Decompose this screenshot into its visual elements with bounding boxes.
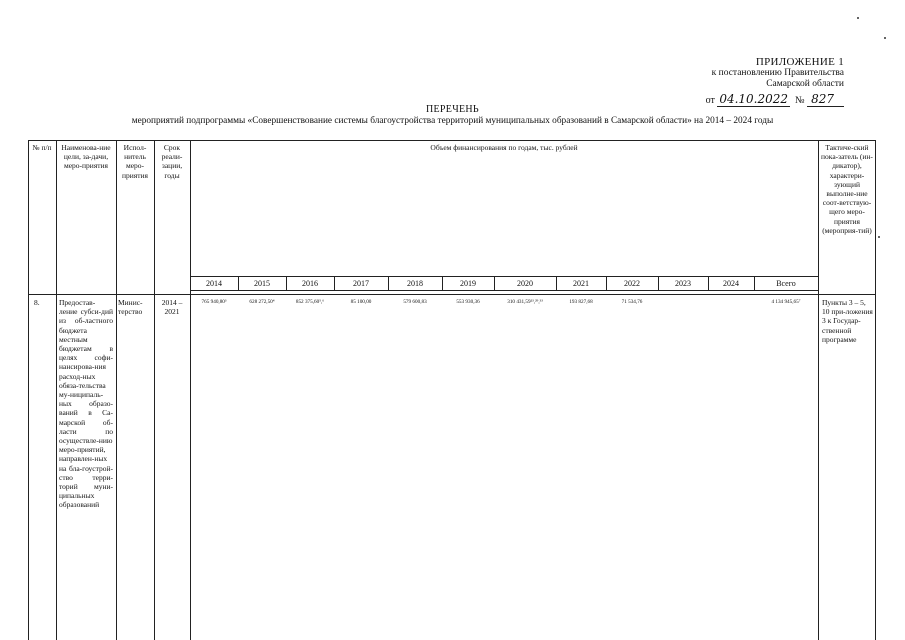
scan-speck [857,17,859,19]
header-executor: Испол-нитель меро-приятия [122,143,148,180]
value-cell: 553 930,36 [456,299,480,305]
year-header: 2017 [353,279,369,288]
decree-number: 827 [807,92,844,107]
value-cell: 310 431,59²³,²⁹,³³ [507,299,543,305]
col-divider [116,140,117,640]
header-bottom-border [28,294,876,295]
appendix-line2: Самарской области [766,79,844,89]
number-prefix: № [795,95,805,106]
year-header: 2016 [302,279,318,288]
col-divider [56,140,57,640]
year-header: 2021 [573,279,589,288]
row-term: 2014 – 2021 [161,298,183,317]
scan-speck [884,37,886,39]
header-name: Наименова-ние цели, за-дачи, меро-приятия [61,143,111,171]
scan-speck [878,236,880,238]
year-header: 2019 [460,279,476,288]
value-cell: 579 600,83 [403,299,427,305]
year-header: 2014 [206,279,222,288]
header-funding: Объем финансирования по годам, тыс. рублей [430,143,578,152]
year-header: 2024 [723,279,739,288]
table-left-border [28,140,29,640]
value-cell: 71 534,76 [621,299,643,305]
year-header: 2022 [624,279,640,288]
row-executor: Минис-терство [118,298,143,317]
table-right-border [875,140,876,640]
year-header: 2015 [254,279,270,288]
value-cell: 628 272,50⁴ [249,299,275,305]
row-num: 8. [34,298,40,307]
row-indicator: Пункты 3 – 5, 10 при-ложения 3 к Государ-ственной программе [822,298,873,344]
value-total-cell: 4 134 945,65⁷ [771,299,801,305]
years-row-bottom-border [190,290,818,291]
date-prefix: от [705,95,715,106]
value-cell: 765 940,80³ [201,299,227,305]
col-divider [154,140,155,640]
value-cell: 852 375,60⁵,⁶ [295,299,325,305]
col-divider [190,140,191,640]
year-header: 2023 [675,279,691,288]
document-subtitle: мероприятий подпрограммы «Совершенствование системы благоустройства территорий муниципальных образований в Самарской области» на 2014 – 2024 годы [131,116,774,126]
row-name: Предостав-ление субси-дий из об-ластного бюджета местным бюджетам в целях софи-нансирова-ния расход-ных обяза-тельства му-ниципаль-ных образо-ваний в Са-марской об-ласти по осуществле-нию меро-приятий, направлен-ных на бла-гоустрой-ство терри-торий муни-ципальных образований [59,298,113,510]
header-indicator: Тактиче-ский пока-затель (ин-дикатор), характери-зующий выполне-ние соот-ветствую-щего меро-приятия (мероприя-тий) [821,143,873,235]
year-header: 2020 [517,279,533,288]
table-top-border [28,140,876,141]
header-num: № п/п [32,143,52,152]
year-header: Всего [776,279,796,288]
decree-date: 04.10.2022 [719,92,789,106]
appendix-block [624,57,844,90]
appendix-title: ПРИЛОЖЕНИЕ 1 [755,56,844,68]
appendix-line1: к постановлению Правительства [711,68,844,78]
document-title: ПЕРЕЧЕНЬ [426,104,479,115]
col-divider [818,140,819,640]
years-row-top-border [190,276,818,277]
value-cell: 193 827,68 [569,299,593,305]
header-term: Срок реали-зации, годы [161,143,183,180]
funding-table [28,140,876,640]
value-cell: 85 100,00 [350,299,372,305]
year-header: 2018 [407,279,423,288]
